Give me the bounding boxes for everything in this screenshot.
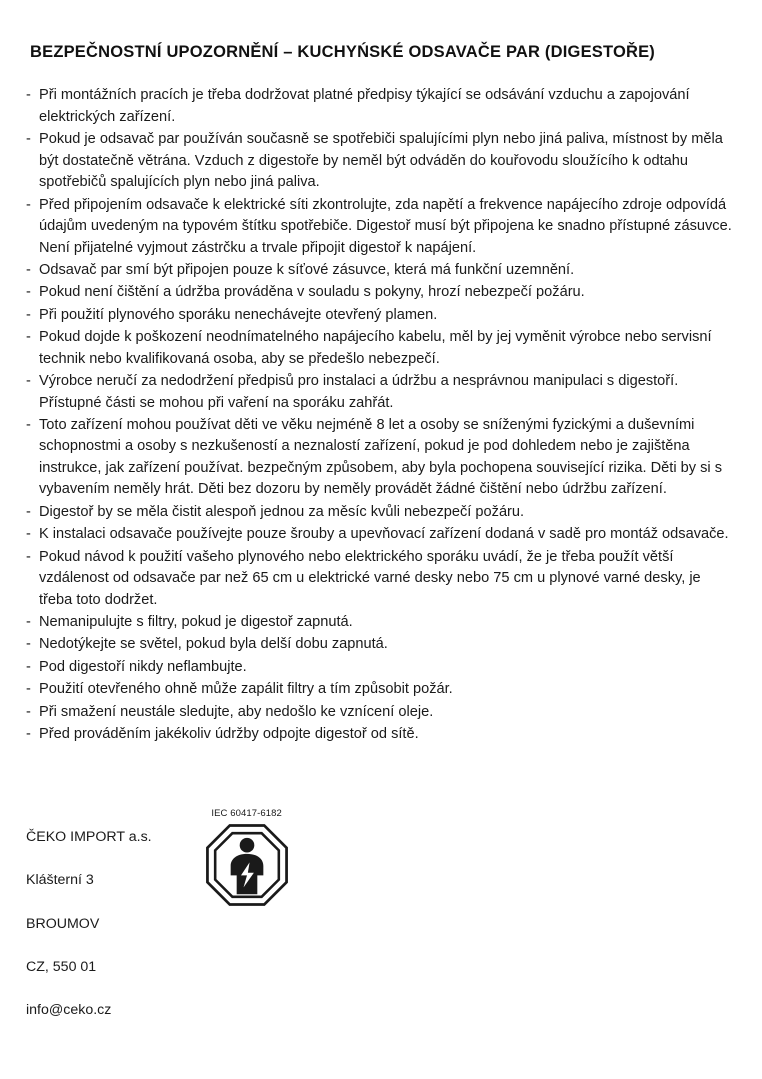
bullet-dash: - [26, 636, 31, 653]
company-postal: CZ, 550 01 [26, 958, 97, 975]
bullet-dash: - [26, 196, 31, 213]
list-item [26, 371, 736, 414]
list-item [26, 679, 736, 700]
list-item-text: K instalaci odsavače používejte pouze šrouby a upevňovací zařízení dodaná v sadě pro montáž odsavače. [39, 526, 729, 543]
company-email: info@ceko.cz [26, 1001, 112, 1018]
bullet-dash: - [26, 417, 31, 433]
list-item [26, 129, 736, 193]
bullet-dash: - [26, 526, 31, 543]
list-item-text: Při použití plynového sporáku nenechávejte otevřený plamen. [39, 306, 438, 323]
list-item-text: Digestoř by se měla čistit alespoň jednou za měsíc kvůli nebezpečí požáru. [39, 503, 525, 520]
list-item [26, 547, 736, 611]
certification-block [204, 808, 290, 908]
bullet-dash: - [26, 658, 31, 675]
list-item-text: Toto zařízení mohou používat děti ve věku nejméně 8 let a osoby se sníženými fyzickými a duševními schopnostmi a osoby s nezkušeností a neznalostí zařízení, pokud je pod dohledem nebo je zajištěna instrukce, jak zařízení používat. bezpečným způsobem, aby byla pochopena související rizika. Děti by si s vybavením neměly hrát. Děti bez dozoru by neměly provádět žádné čištění nebo údržbu zařízení. [39, 417, 722, 498]
company-street: Klášterní 3 [26, 872, 94, 889]
list-item [26, 702, 736, 723]
certification-standard-label: IEC 60417-6182 [211, 807, 282, 819]
list-item-text: Pokud návod k použití vašeho plynového nebo elektrického sporáku uvádí, že je třeba použít větší vzdálenost od odsavače par než 65 cm u elektrické varné desky nebo 75 cm u plynové varné desky, je třeba toto dodržet. [39, 548, 701, 608]
page-title: BEZPEČNOSTNÍ UPOZORNĚNÍ – KUCHYŃSKÉ ODSAVAČE PAR (DIGESTOŘE) [30, 43, 656, 61]
bullet-dash: - [26, 726, 31, 743]
list-item-text: Při montážních pracích je třeba dodržovat platné předpisy týkající se odsávání vzduchu a zapojování elektrických zařízení. [39, 87, 690, 125]
list-item-text: Pokud je odsavač par používán současně se spotřebiči spalujícími plyn nebo jiná paliva, místnost by měla být dostatečně větrána. Vzduch z digestoře by neměl být odváděn do kouřovodu sloužícího k odtahu spotřebičů spalujících plyn nebo jiná paliva. [39, 131, 723, 191]
bullet-dash: - [26, 131, 31, 148]
list-item-text: Při smažení neustále sledujte, aby nedošlo ke vznícení oleje. [39, 703, 434, 720]
bullet-dash: - [26, 703, 31, 720]
list-item-text: Nemanipulujte s filtry, pokud je digestoř zapnutá. [39, 613, 353, 630]
list-item-text: Pod digestoří nikdy neflambujte. [39, 658, 247, 675]
list-item-text: Pokud dojde k poškození neodnímatelného napájecího kabelu, měl by jej vyměnit výrobce nebo servisní technik nebo kvalifikovaná osoba, aby se předešlo nebezpečí. [39, 329, 712, 367]
bullet-dash: - [26, 613, 31, 630]
list-item [26, 634, 736, 655]
list-item [26, 724, 736, 745]
bullet-dash: - [26, 284, 31, 301]
list-item [26, 612, 736, 633]
list-item [26, 415, 736, 501]
bullet-dash: - [26, 681, 31, 698]
list-item [26, 85, 736, 128]
list-item-text: Odsavač par smí být připojen pouze k síťové zásuvce, která má funkční uzemnění. [39, 261, 575, 278]
footer [26, 806, 736, 1043]
company-city: BROUMOV [26, 915, 100, 932]
company-address [26, 806, 152, 1043]
list-item-text: Pokud není čištění a údržba prováděna v souladu s pokyny, hrozí nebezpečí požáru. [39, 284, 585, 301]
list-item [26, 195, 736, 259]
list-item [26, 327, 736, 370]
list-item [26, 524, 736, 545]
list-item-text: Použití otevřeného ohně může zapálit filtry a tím způsobit požár. [39, 681, 453, 698]
list-item [26, 282, 736, 303]
list-item-text: Výrobce neručí za nedodržení předpisů pro instalaci a údržbu a nesprávnou manipulaci s digestoří. Přístupné části se mohou při vaření na sporáku zahřát. [39, 373, 679, 411]
bullet-dash: - [26, 503, 31, 520]
list-item-text: Nedotýkejte se světel, pokud byla delší dobu zapnutá. [39, 636, 388, 653]
bullet-dash: - [26, 329, 31, 346]
bullet-dash: - [26, 548, 31, 565]
list-item-text: Před prováděním jakékoliv údržby odpojte digestoř od sítě. [39, 726, 419, 743]
list-item [26, 657, 736, 678]
list-item [26, 305, 736, 326]
bullet-dash: - [26, 306, 31, 323]
bullet-dash: - [26, 373, 31, 390]
list-item [26, 260, 736, 281]
list-item-text: Před připojením odsavače k elektrické síti zkontrolujte, zda napětí a frekvence napájecího zdroje odpovídá údajům uvedeným na typovém štítku spotřebiče. Digestoř musí být připojena ke snadno přístupné zásuvce. Není přijatelné vyjmout zástrčku a trvale připojit digestoř k napájení. [39, 196, 732, 256]
bullet-dash: - [26, 87, 31, 104]
class-ii-electrical-shock-protection-icon [204, 822, 290, 908]
safety-warning-list [26, 85, 736, 745]
bullet-dash: - [26, 261, 31, 278]
company-name: ČEKO IMPORT a.s. [26, 829, 152, 846]
list-item [26, 502, 736, 523]
